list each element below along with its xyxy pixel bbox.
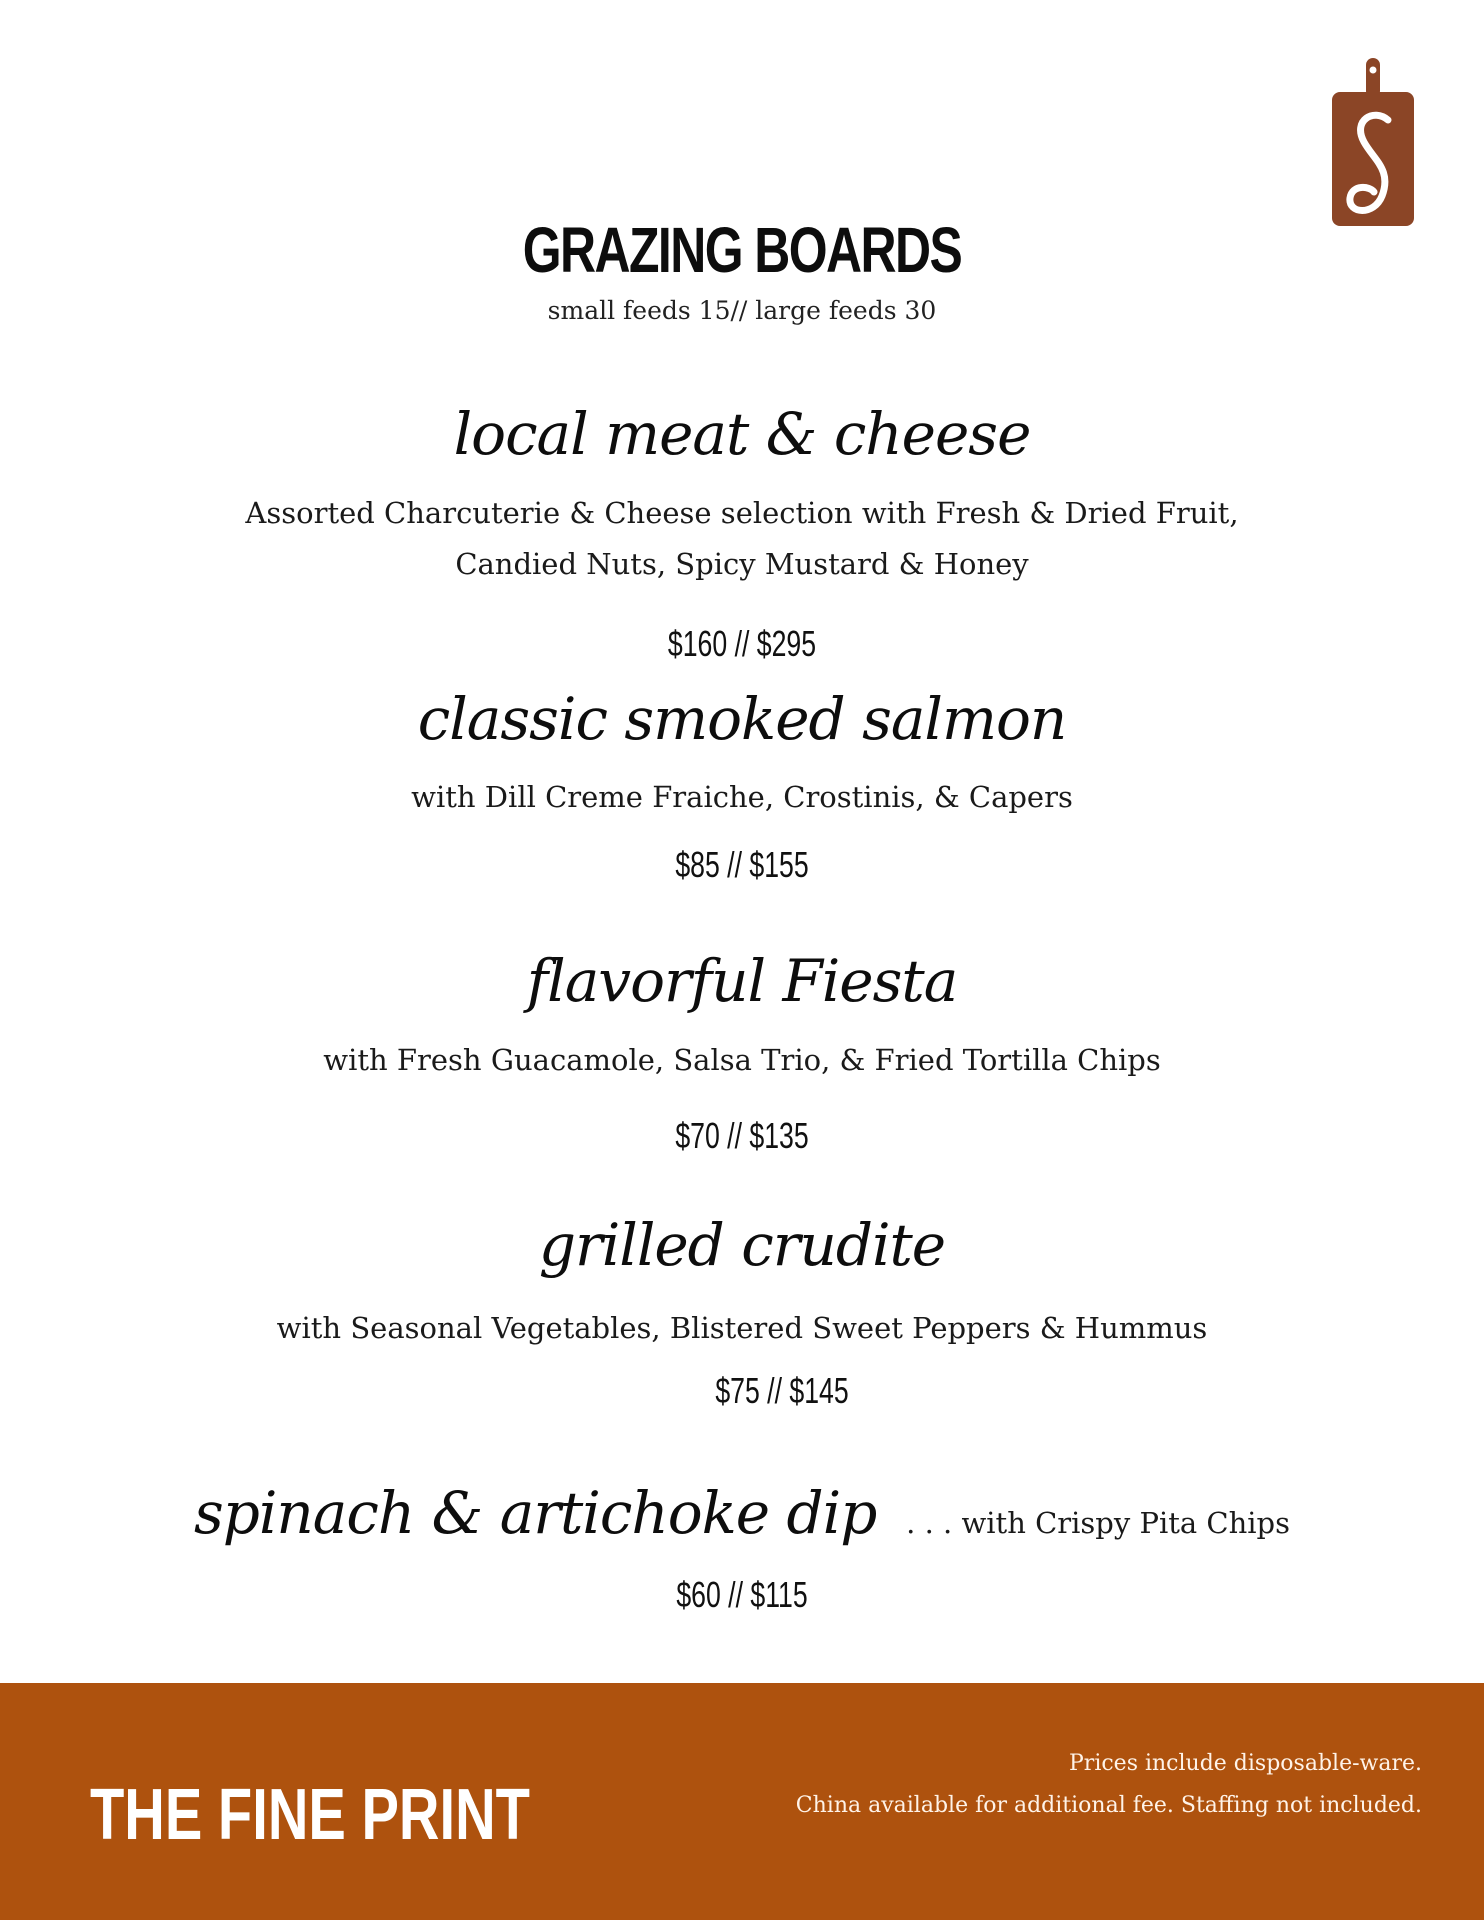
item-name: grilled crudite: [538, 1211, 946, 1279]
item-price: $60 // $115: [676, 1574, 808, 1615]
item-name: local meat & cheese: [453, 400, 1031, 468]
item-price: $160 // $295: [667, 623, 817, 664]
footer-note: Prices include disposable-ware.: [1069, 1751, 1422, 1776]
item-description-line: Assorted Charcuterie & Cheese selection with Fresh & Dried Fruit,: [245, 496, 1239, 530]
item-price: $85 // $155: [675, 844, 809, 885]
footer-title: THE FINE PRINT: [90, 1775, 530, 1855]
item-name: spinach & artichoke dip: [193, 1479, 877, 1547]
item-price: $75 // $145: [715, 1370, 849, 1411]
footer-note: China available for additional fee. Staffing not included.: [795, 1793, 1422, 1818]
page-subtitle: small feeds 15// large feeds 30: [547, 296, 937, 325]
page-title: GRAZING BOARDS: [522, 214, 962, 286]
item-description-line: with Fresh Guacamole, Salsa Trio, & Fried Tortilla Chips: [323, 1043, 1161, 1077]
cutting-board-logo-icon: [1330, 58, 1416, 228]
item-name: flavorful Fiesta: [526, 947, 958, 1015]
item-name: classic smoked salmon: [417, 685, 1067, 753]
item-description-line: with Seasonal Vegetables, Blistered Sweet Peppers & Hummus: [276, 1311, 1208, 1345]
item-description-line: with Dill Creme Fraiche, Crostinis, & Capers: [411, 780, 1073, 814]
footer-notes: [796, 1743, 1422, 1827]
footer-band: [0, 1683, 1484, 1920]
item-description-line: . . . with Crispy Pita Chips: [900, 1506, 1291, 1540]
item-row: [0, 1479, 1484, 1549]
item-price: $70 // $135: [675, 1115, 809, 1156]
item-description-line: Candied Nuts, Spicy Mustard & Honey: [455, 547, 1029, 581]
